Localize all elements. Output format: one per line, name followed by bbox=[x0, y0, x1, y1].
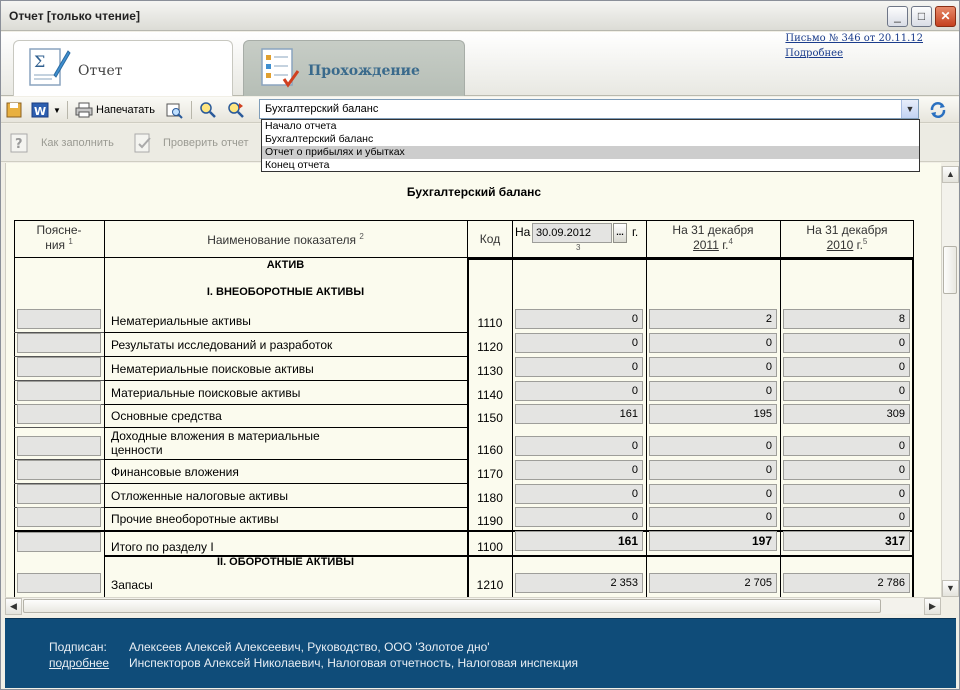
horizontal-scroll-thumb[interactable] bbox=[23, 599, 881, 613]
indicator-name: Нематериальные активы bbox=[111, 314, 251, 328]
value-field[interactable]: 0 bbox=[649, 357, 777, 377]
value-field[interactable]: 0 bbox=[649, 381, 777, 401]
vertical-scrollbar[interactable] bbox=[941, 166, 958, 597]
refresh-button[interactable] bbox=[929, 100, 947, 120]
value-field[interactable]: 0 bbox=[783, 507, 910, 527]
value-field[interactable]: 0 bbox=[783, 357, 910, 377]
export-word-button[interactable] bbox=[31, 100, 61, 120]
refresh-icon bbox=[929, 101, 947, 119]
check-report-button[interactable] bbox=[133, 132, 249, 154]
window-title: Отчет [только чтение] bbox=[9, 9, 140, 23]
save-button[interactable] bbox=[5, 100, 23, 120]
indicator-code: 1130 bbox=[477, 364, 503, 378]
tabs-header bbox=[1, 32, 959, 96]
title-bar bbox=[1, 1, 959, 31]
signer-2: Инспекторов Алексей Николаевич, Налоговая отчетность, Налоговая инспекция bbox=[129, 656, 579, 670]
indicator-name: Материальные поисковые активы bbox=[111, 386, 301, 400]
report-document bbox=[5, 163, 941, 597]
indicator-name: Финансовые вложения bbox=[111, 465, 239, 479]
scroll-left-button[interactable]: ◀ bbox=[5, 598, 22, 615]
tab-routing-label: Прохождение bbox=[308, 63, 420, 79]
indicator-code: 1170 bbox=[477, 467, 503, 481]
dropdown-option[interactable]: Конец отчета bbox=[265, 159, 330, 171]
maximize-button[interactable]: □ bbox=[911, 6, 932, 27]
section-dropdown-list bbox=[261, 119, 920, 172]
indicator-code: 1210 bbox=[476, 578, 504, 592]
value-field[interactable]: 0 bbox=[783, 381, 910, 401]
total-code: 1100 bbox=[477, 540, 503, 554]
scroll-up-button[interactable]: ▲ bbox=[942, 166, 959, 183]
print-button[interactable] bbox=[75, 100, 155, 120]
svg-text:?: ? bbox=[15, 137, 23, 152]
total-value-field[interactable]: 161 bbox=[515, 531, 643, 551]
value-field[interactable]: 0 bbox=[515, 309, 643, 329]
letter-link[interactable]: Письмо № 346 от 20.11.12 bbox=[785, 33, 923, 44]
table-grid-line bbox=[14, 530, 914, 532]
explanation-field[interactable] bbox=[17, 573, 101, 593]
value-field[interactable]: 2 353 bbox=[515, 573, 643, 593]
table-grid-line bbox=[104, 507, 467, 508]
print-preview-icon bbox=[165, 101, 183, 119]
letter-details-link[interactable]: Подробнее bbox=[785, 48, 843, 59]
chevron-down-icon[interactable]: ▼ bbox=[53, 105, 61, 115]
explanation-field[interactable] bbox=[17, 460, 101, 480]
section-current-assets: II. ОБОРОТНЫЕ АКТИВЫ bbox=[216, 556, 355, 568]
table-grid-line bbox=[104, 380, 467, 381]
check-report-label: Проверить отчет bbox=[163, 137, 249, 149]
printer-icon bbox=[75, 101, 93, 119]
find-next-button[interactable] bbox=[227, 100, 245, 120]
print-preview-button[interactable] bbox=[165, 100, 183, 120]
table-grid-line bbox=[104, 459, 467, 460]
value-field[interactable]: 8 bbox=[783, 309, 910, 329]
section-noncurrent-assets: I. ВНЕОБОРОТНЫЕ АКТИВЫ bbox=[206, 286, 365, 298]
value-field[interactable]: 0 bbox=[515, 357, 643, 377]
checklist-icon bbox=[254, 45, 302, 89]
report-title: Бухгалтерский баланс bbox=[406, 185, 542, 199]
table-grid-line bbox=[104, 356, 467, 357]
word-icon bbox=[31, 101, 49, 119]
header-col3: На 31 декабря 2010 г.$^5$ bbox=[806, 223, 888, 252]
indicator-code: 1180 bbox=[477, 491, 503, 505]
value-field[interactable]: 195 bbox=[649, 404, 777, 424]
value-field[interactable]: 0 bbox=[515, 436, 643, 456]
section-select[interactable] bbox=[259, 99, 919, 119]
svg-text:W: W bbox=[34, 105, 47, 118]
explanation-field[interactable] bbox=[17, 381, 101, 401]
header-indicator-name: Наименование показателя $^2$ bbox=[207, 232, 364, 247]
total-value-field[interactable]: 317 bbox=[783, 531, 910, 551]
value-field[interactable]: 0 bbox=[783, 460, 910, 480]
value-field[interactable]: 0 bbox=[783, 333, 910, 353]
dropdown-option-selected[interactable]: Отчет о прибылях и убытках bbox=[262, 146, 919, 159]
total-value-field[interactable]: 197 bbox=[649, 531, 777, 551]
vertical-scroll-thumb[interactable] bbox=[943, 246, 957, 294]
how-to-fill-label: Как заполнить bbox=[41, 137, 114, 149]
explanation-field[interactable] bbox=[17, 436, 101, 456]
section-aktiv: АКТИВ bbox=[266, 259, 305, 271]
report-date-field[interactable]: 30.09.2012 bbox=[532, 223, 612, 243]
header-col1-suffix: г. bbox=[632, 225, 639, 239]
dropdown-option[interactable]: Бухгалтерский баланс bbox=[265, 133, 374, 145]
header-col2: На 31 декабря 2011 г.$^4$ bbox=[672, 223, 754, 252]
report-document-icon bbox=[24, 45, 72, 89]
indicator-code: 1160 bbox=[477, 443, 503, 457]
header-col1-prefix: На bbox=[515, 225, 531, 239]
table-grid-line bbox=[104, 404, 467, 405]
tab-routing[interactable] bbox=[243, 40, 465, 96]
indicator-name: Доходные вложения в материальные ценности bbox=[111, 429, 320, 457]
help-icon bbox=[9, 133, 29, 153]
indicator-name: Отложенные налоговые активы bbox=[111, 489, 288, 503]
indicator-code: 1120 bbox=[477, 340, 503, 354]
header-col1-footnote: 3 bbox=[576, 243, 581, 252]
indicator-name: Прочие внеоборотные активы bbox=[111, 512, 279, 526]
value-field[interactable]: 0 bbox=[515, 333, 643, 353]
search-icon bbox=[199, 101, 217, 119]
explanation-field[interactable] bbox=[17, 357, 101, 377]
value-field[interactable]: 161 bbox=[515, 404, 643, 424]
value-field[interactable]: 0 bbox=[649, 507, 777, 527]
value-field[interactable]: 0 bbox=[515, 507, 643, 527]
check-document-icon bbox=[133, 133, 153, 153]
value-field[interactable]: 2 786 bbox=[783, 573, 910, 593]
print-label: Напечатать bbox=[96, 104, 155, 116]
explanation-field[interactable] bbox=[17, 404, 101, 424]
indicator-name: Результаты исследований и разработок bbox=[111, 338, 333, 352]
value-field[interactable]: 0 bbox=[649, 460, 777, 480]
total-name: Итого по разделу I bbox=[111, 540, 214, 554]
value-field[interactable]: 0 bbox=[783, 436, 910, 456]
table-grid-line bbox=[104, 427, 467, 428]
value-field[interactable]: 0 bbox=[649, 484, 777, 504]
indicator-name: Нематериальные поисковые активы bbox=[111, 362, 314, 376]
explanation-field[interactable] bbox=[17, 309, 101, 329]
header-explanations: Поясне- ния $^1$ bbox=[36, 223, 82, 252]
explanation-field[interactable] bbox=[17, 532, 101, 552]
minimize-button[interactable]: _ bbox=[887, 6, 908, 27]
value-field[interactable]: 0 bbox=[649, 436, 777, 456]
find-button[interactable] bbox=[199, 100, 217, 120]
signed-label: Подписан: bbox=[49, 640, 107, 654]
signature-details-link[interactable]: подробнее bbox=[49, 656, 110, 670]
indicator-code: 1140 bbox=[477, 388, 503, 402]
indicator-code: 1110 bbox=[477, 316, 503, 330]
explanation-field[interactable] bbox=[17, 484, 101, 504]
indicator-name: Запасы bbox=[111, 578, 153, 592]
search-next-icon bbox=[227, 101, 245, 119]
value-field[interactable]: 2 705 bbox=[649, 573, 777, 593]
how-to-fill-button[interactable] bbox=[9, 132, 114, 154]
close-button[interactable]: ✕ bbox=[935, 6, 956, 27]
value-field[interactable]: 0 bbox=[515, 484, 643, 504]
chevron-down-icon[interactable]: ▼ bbox=[901, 100, 918, 118]
indicator-code: 1150 bbox=[477, 411, 503, 425]
date-picker-button[interactable]: ... bbox=[613, 223, 627, 243]
section-select-value: Бухгалтерский баланс bbox=[265, 103, 379, 115]
value-field[interactable]: 0 bbox=[515, 460, 643, 480]
tab-report-label: Отчет bbox=[78, 63, 123, 79]
signer-1: Алексеев Алексей Алексеевич, Руководство, ООО 'Золотое дно' bbox=[129, 640, 490, 654]
value-field[interactable]: 0 bbox=[783, 484, 910, 504]
explanation-field[interactable] bbox=[17, 507, 101, 527]
value-field[interactable]: 2 bbox=[649, 309, 777, 329]
explanation-field[interactable] bbox=[17, 333, 101, 353]
scroll-down-button[interactable]: ▼ bbox=[942, 580, 959, 597]
table-grid-line bbox=[104, 332, 467, 333]
tab-report[interactable] bbox=[13, 40, 233, 96]
value-field[interactable]: 0 bbox=[515, 381, 643, 401]
indicator-code: 1190 bbox=[477, 514, 503, 528]
scroll-right-button[interactable]: ▶ bbox=[924, 598, 941, 615]
header-code: Код bbox=[479, 232, 501, 246]
value-field[interactable]: 309 bbox=[783, 404, 910, 424]
dropdown-option[interactable]: Начало отчета bbox=[265, 120, 337, 132]
svg-text:Σ: Σ bbox=[34, 52, 46, 71]
save-icon bbox=[5, 101, 23, 119]
signature-footer bbox=[5, 618, 956, 688]
table-grid-line bbox=[14, 427, 104, 428]
indicator-name: Основные средства bbox=[111, 409, 222, 423]
table-grid-line bbox=[104, 483, 467, 484]
horizontal-scrollbar[interactable] bbox=[5, 597, 941, 614]
value-field[interactable]: 0 bbox=[649, 333, 777, 353]
